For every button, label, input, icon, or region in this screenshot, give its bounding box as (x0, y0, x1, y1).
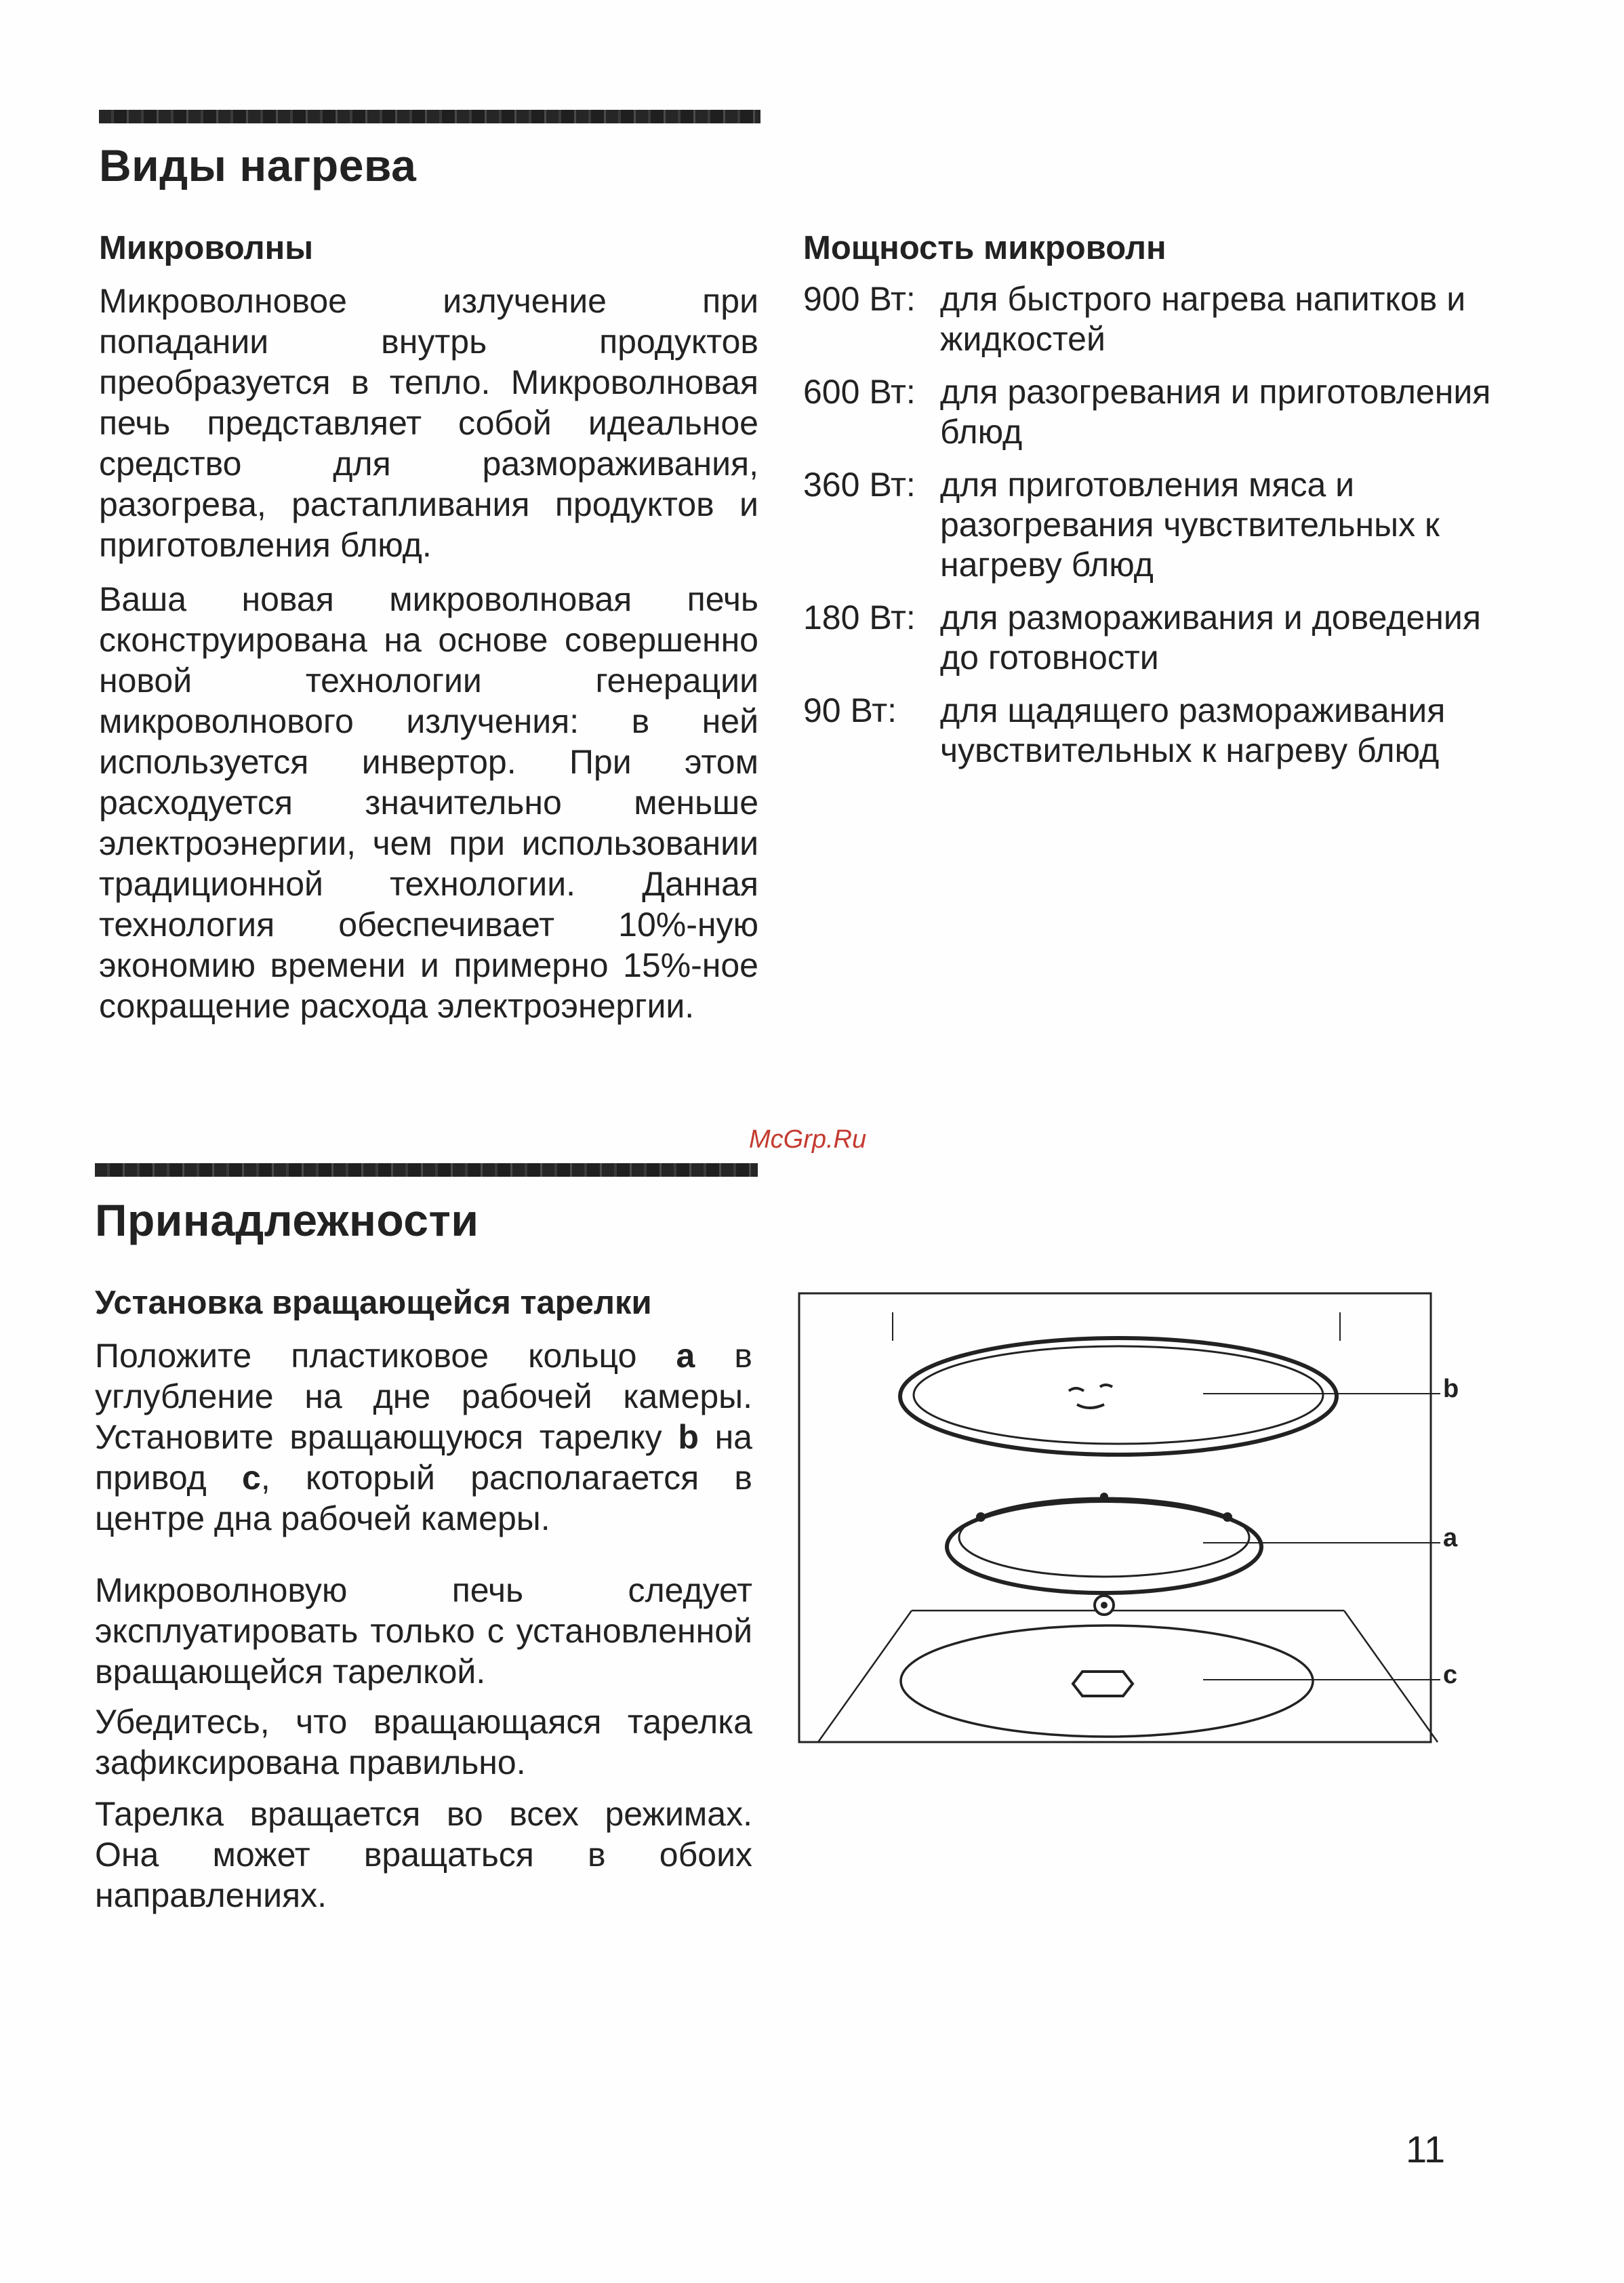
text-run: , который располагается в центре дна рабочей камеры. (95, 1459, 752, 1537)
microwaves-paragraph-1: Микроволновое излучение при попадании внутрь продуктов преобразуется в тепло. Микроволновая печь представляет собой идеальное средство для размораживания, разогрева, растапливания продуктов и приготовления блюд. (99, 282, 758, 564)
power-description: для быстрого нагрева напитков и жидкостей (940, 280, 1466, 358)
label-b: b (1443, 1375, 1459, 1403)
turntable-paragraph-1 (95, 1335, 752, 1539)
part-ref-b: b (678, 1418, 699, 1456)
section-divider (95, 1163, 758, 1177)
text-run: на привод (95, 1418, 752, 1497)
power-row (803, 465, 1508, 585)
power-watt: 360 Вт: (803, 466, 916, 504)
power-description: для приготовления мяса и разогревания чувствительных к нагреву блюд (940, 466, 1440, 584)
text-run: в углубление на дне рабочей камеры. Установите вращающуюся тарелку (95, 1337, 752, 1456)
roller-wheel (1223, 1512, 1232, 1522)
power-watt: 90 Вт: (803, 691, 897, 729)
turntable-paragraph-3: Убедитесь, что вращающаяся тарелка зафиксирована правильно. (95, 1703, 752, 1781)
power-row (803, 279, 1508, 359)
power-row (803, 691, 1508, 771)
power-watt: 180 Вт: (803, 599, 916, 637)
label-a: a (1443, 1524, 1458, 1552)
label-c: c (1443, 1661, 1458, 1689)
power-row (803, 598, 1508, 678)
power-heading: Мощность микроволн (803, 230, 1166, 266)
power-list (803, 279, 1508, 784)
wall-line (1344, 1611, 1438, 1742)
turntable-paragraph-4: Тарелка вращается во всех режимах. Она может вращаться в обоих направлениях. (95, 1795, 752, 1914)
roller-ring-inner (959, 1498, 1249, 1577)
turntable-illustration (798, 1292, 1469, 1743)
turntable-plate-b (900, 1338, 1337, 1455)
wall-line (818, 1611, 912, 1742)
part-ref-a: a (676, 1337, 695, 1375)
turntable-diagram (798, 1292, 1469, 1743)
roller-ring-a (947, 1501, 1261, 1593)
power-description: для разогревания и приготовления блюд (940, 373, 1491, 451)
section-title-accessories: Принадлежности (95, 1195, 479, 1245)
turntable-paragraph-2: Микроволновую печь следует эксплуатировать только с установленной вращающейся тарелкой. (95, 1571, 752, 1691)
text-run: Положите пластиковое кольцо (95, 1337, 676, 1375)
microwaves-paragraph-2: Ваша новая микроволновая печь сконструирована на основе совершенно новой технологии генерации микроволнового излучения: в ней используется инвертор. При этом расходуется значительно меньше электроэнергии, чем при использовании традиционной технологии. Данная технология обеспечивает 10%-ную экономию времени и примерно 15%-ное сокращение расхода электроэнергии. (99, 580, 758, 1025)
power-watt: 900 Вт: (803, 280, 916, 318)
turntable-heading: Установка вращающейся тарелки (95, 1285, 652, 1321)
power-description: для размораживания и доведения до готовности (940, 599, 1481, 676)
roller-wheel (1100, 1493, 1108, 1501)
roller-wheel (976, 1512, 986, 1522)
microwaves-heading: Микроволны (99, 230, 314, 266)
drive-shaft-center (1101, 1602, 1108, 1609)
power-watt: 600 Вт: (803, 373, 916, 411)
watermark: McGrp.Ru (749, 1125, 867, 1154)
drive-coupler-c (1073, 1672, 1133, 1696)
section-divider (99, 110, 760, 123)
part-ref-c: c (242, 1459, 261, 1497)
page-number: 11 (1406, 2128, 1446, 2170)
power-row (803, 372, 1508, 452)
section-title-heating-types: Виды нагрева (99, 140, 417, 190)
power-description: для щадящего размораживания чувствительных к нагреву блюд (940, 691, 1446, 769)
